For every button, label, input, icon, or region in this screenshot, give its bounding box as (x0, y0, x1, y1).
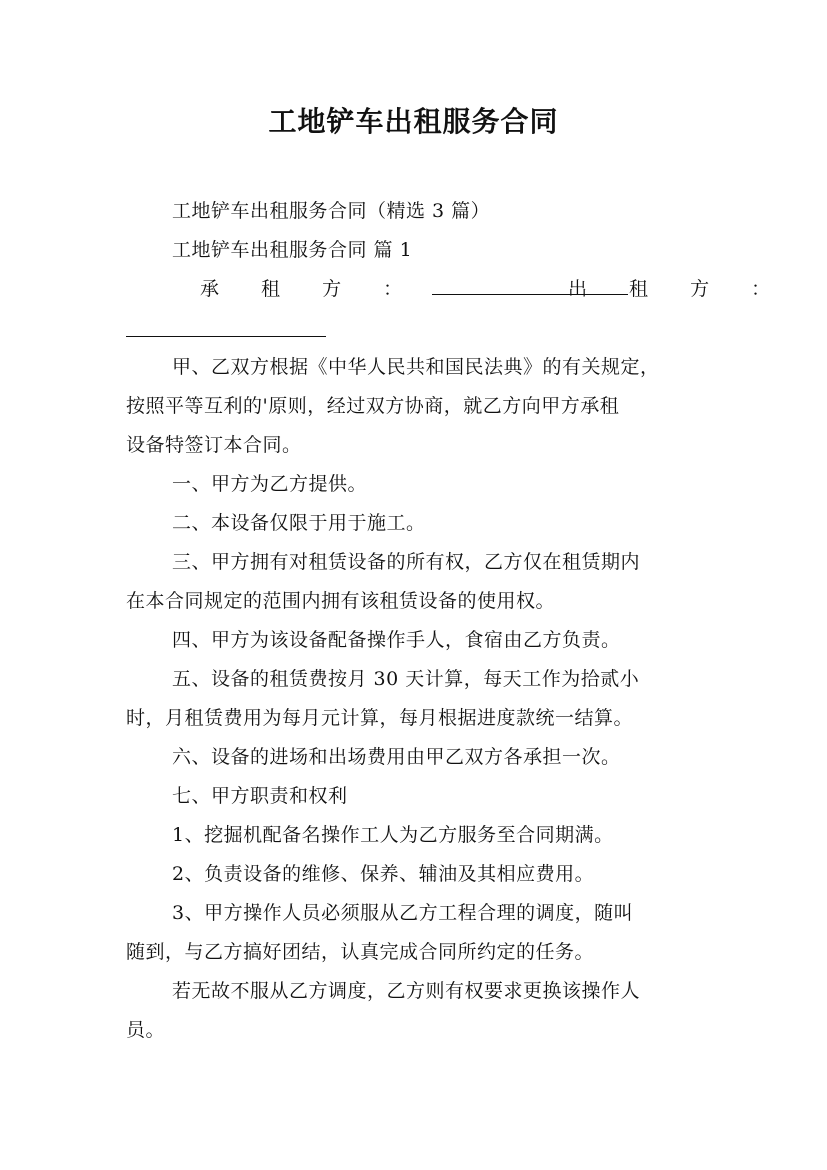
paragraph-line: 2、负责设备的维修、保养、辅油及其相应费用。 (172, 863, 595, 885)
paragraph-line: 五、设备的租赁费按月 30 天计算，每天工作为拾贰小 (172, 668, 640, 690)
section-heading: 工地铲车出租服务合同 篇 1 (172, 239, 413, 261)
paragraph-line: 一、甲方为乙方提供。 (172, 473, 368, 495)
paragraph-line: 在本合同规定的范围内拥有该租赁设备的使用权。 (126, 590, 556, 612)
paragraph-line: 1、挖掘机配备名操作工人为乙方服务至合同期满。 (172, 824, 614, 846)
paragraph-line: 二、本设备仅限于用于施工。 (172, 512, 426, 534)
document-title: 工地铲车出租服务合同 (268, 105, 559, 138)
paragraph-line: 四、甲方为该设备配备操作手人，食宿由乙方负责。 (172, 629, 621, 651)
document-subtitle: 工地铲车出租服务合同（精选 3 篇） (172, 200, 491, 222)
paragraph-line: 时，月租赁费用为每月元计算，每月根据进度款统一结算。 (126, 707, 634, 729)
paragraph-line: 若无故不服从乙方调度，乙方则有权要求更换该操作人 (172, 980, 641, 1002)
lessee-label: 承 租 方 ： (200, 278, 421, 300)
paragraph-line: 3、甲方操作人员必须服从乙方工程合理的调度，随叫 (172, 902, 634, 924)
paragraph-line: 七、甲方职责和权利 (172, 785, 348, 807)
paragraph-line: 按照平等互利的'原则，经过双方协商，就乙方向甲方承租 (126, 395, 620, 417)
paragraph-line: 随到，与乙方搞好团结，认真完成合同所约定的任务。 (126, 941, 595, 963)
lessor-label: 出 租 方 ： (568, 278, 789, 300)
paragraph-line: 设备特签订本合同。 (126, 434, 302, 456)
paragraph-line: 员。 (126, 1019, 166, 1041)
paragraph-line: 六、设备的进场和出场费用由甲乙双方各承担一次。 (172, 746, 621, 768)
lessee-signature-row (200, 276, 628, 302)
paragraph-line: 甲、乙双方根据《中华人民共和国民法典》的有关规定， (172, 356, 660, 378)
lessor-blank-line (126, 318, 326, 337)
paragraph-line: 三、甲方拥有对租赁设备的所有权，乙方仅在租赁期内 (172, 551, 641, 573)
